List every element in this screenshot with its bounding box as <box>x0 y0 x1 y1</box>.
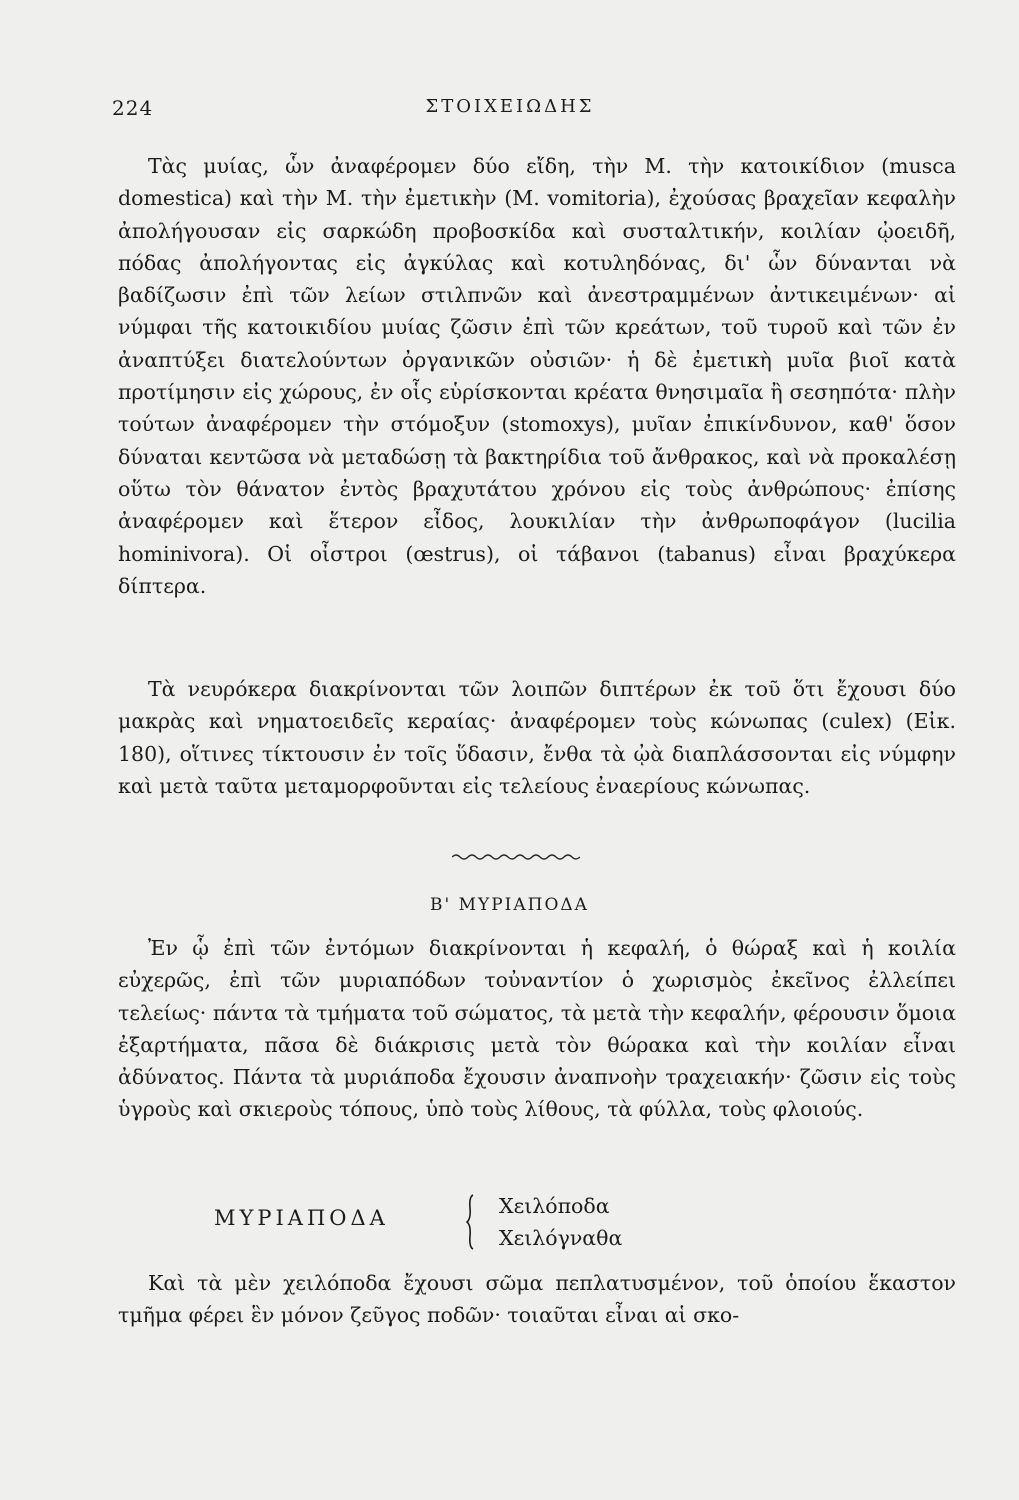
paragraph-myriapoda <box>118 932 956 1126</box>
paragraph-text: Ἐν ᾧ ἐπὶ τῶν ἐντόμων διακρίνονται ἡ κεφαλή, ὁ θώραξ καὶ ἡ κοιλία εὐχερῶς, ἐπὶ τῶν μυριαπόδων τοὐναντίον ὁ χωρισμὸς ἐκεῖνος ἐλλείπει τελείως· πάντα τὰ τμήματα τοῦ σώματος, τὰ μετὰ τὴν κεφαλήν, φέρουσιν ὅμοια ἐξαρτήματα, πᾶσα δὲ διάκρισις μετὰ τὸν θώρακα καὶ τὴν κοιλίαν εἶναι ἀδύνατος. Πάντα τὰ μυριάποδα ἔχουσιν ἀναπνοὴν τραχειακήν· ζῶσιν εἰς τοὺς ὑγροὺς καὶ σκιεροὺς τόπους, ὑπὸ τοὺς λίθους, τὰ φύλλα, τοὺς φλοιούς. <box>118 936 956 1122</box>
class-item-chilopoda: Χειλόποδα <box>499 1194 610 1218</box>
brace-icon <box>466 1194 476 1250</box>
page-number: 224 <box>112 96 154 120</box>
class-list <box>499 1190 622 1254</box>
paragraph-nematocera <box>118 673 956 802</box>
classification-table <box>214 1190 734 1254</box>
paragraph-text: Τὰ νευρόκερα διακρίνονται τῶν λοιπῶν διπτέρων ἐκ τοῦ ὅτι ἔχουσι δύο μακρὰς καὶ νηματοειδεῖς κεραίας· ἀναφέρομεν τοὺς κώνωπας (culex) (Εἰκ. 180), οἵτινες τίκτουσιν ἐν τοῖς ὕδασιν, ἔνθα τὰ ᾠὰ διαπλάσσονται εἰς νύμφην καὶ μετὰ ταῦτα μεταμορφοῦνται εἰς τελείους ἐναερίους κώνωπας. <box>118 677 956 798</box>
class-name: ΜΥΡΙΑΠΟΔΑ <box>214 1206 389 1230</box>
page-header <box>112 96 908 126</box>
running-title: ΣΤΟΙΧΕΙΩΔΗΣ <box>425 96 595 117</box>
wavy-divider-ornament <box>452 852 580 862</box>
section-heading: Β' ΜΥΡΙΑΠΟΔΑ <box>430 895 589 915</box>
paragraph-chilopoda <box>118 1267 956 1332</box>
paragraph-flies <box>118 150 956 602</box>
paragraph-text: Τὰς μυίας, ὧν ἀναφέρομεν δύο εἴδη, τὴν Μ. τὴν κατοικίδιον (musca domestica) καὶ τὴν Μ. τὴν ἐμετικὴν (M. vomitoria), ἐχούσας βραχεῖαν κεφαλὴν ἀπολήγουσαν εἰς σαρκώδη προβοσκίδα καὶ συσταλτικήν, κοιλίαν ᾠοειδῆ, πόδας ἀπολήγοντας εἰς ἀγκύλας καὶ κοτυληδόνας, δι' ὧν δύνανται νὰ βαδίζωσιν ἐπὶ τῶν λείων στιλπνῶν καὶ ἀνεστραμμένων ἀντικειμένων· αἱ νύμφαι τῆς κατοικιδίου μυίας ζῶσιν ἐπὶ τῶν κρεάτων, τοῦ τυροῦ καὶ τῶν ἐν ἀναπτύξει διατελούντων ὀργανικῶν οὐσιῶν· ἡ δὲ ἐμετικὴ μυῖα βιοῖ κατὰ προτίμησιν εἰς χώρους, ἐν οἷς εὑρίσκονται κρέατα θνησιμαῖα ἢ σεσηπότα· πλὴν τούτων ἀναφέρομεν τὴν στόμοξυν (stomoxys), μυῖαν ἐπικίνδυνον, καθ' ὅσον δύναται κεντῶσα νὰ μεταδώσῃ τὰ βακτηρίδια τοῦ ἄνθρακος, καὶ νὰ προκαλέσῃ οὕτω τὸν θάνατον ἐντὸς βραχυτάτου χρόνου εἰς τοὺς ἀνθρώπους· ἐπίσης ἀναφέρομεν καὶ ἕτερον εἶδος, λουκιλίαν τὴν ἀνθρωποφάγον (lucilia hominivora). Οἱ οἶστροι (œstrus), οἱ τάβανοι (tabanus) εἶναι βραχύκερα δίπτερα. <box>118 154 956 598</box>
paragraph-text: Καὶ τὰ μὲν χειλόποδα ἔχουσι σῶμα πεπλατυσμένον, τοῦ ὁποίου ἕκαστον τμῆμα φέρει ἓν μόνον ζεῦγος ποδῶν· τοιαῦται εἶναι αἱ σκο- <box>118 1271 956 1328</box>
class-item-chilognatha: Χειλόγναθα <box>499 1226 623 1250</box>
